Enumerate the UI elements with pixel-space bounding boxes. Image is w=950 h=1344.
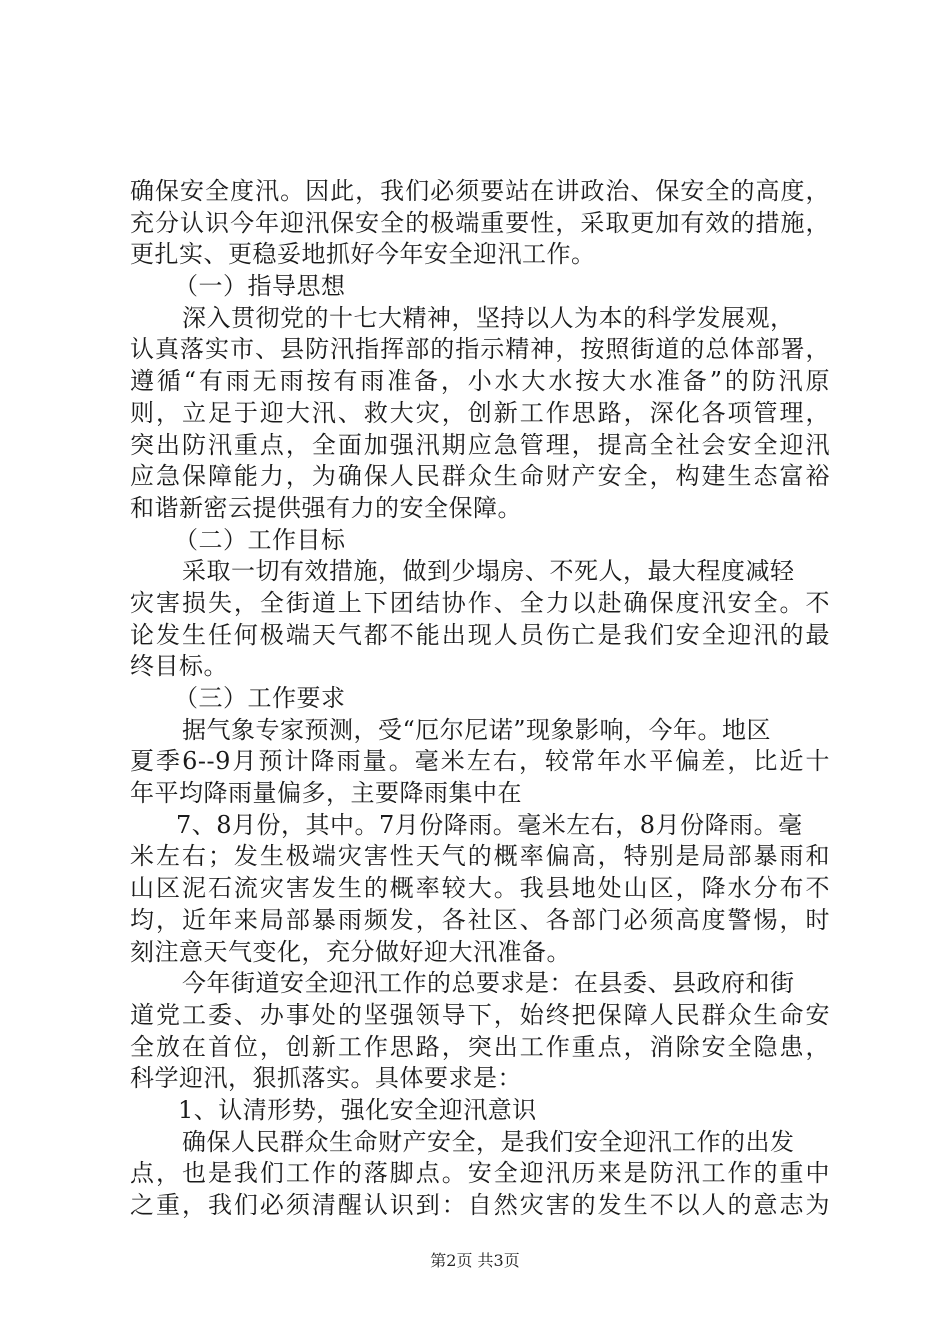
item-heading: 1、认清形势，强化安全迎汛意识 — [178, 1095, 537, 1124]
section-heading: （三）工作要求 — [174, 684, 346, 712]
text-line: 终目标。 — [130, 652, 228, 681]
text-line: 年平均降雨量偏多，主要降雨集中在 — [130, 779, 522, 808]
text-line: 据气象专家预测，受“厄尔尼诺”现象影响，今年。地区 — [182, 715, 772, 744]
text-line: 和谐新密云提供强有力的安全保障。 — [130, 493, 522, 522]
text-line: 全放在首位，创新工作思路，突出工作重点，消除安全隐患， — [130, 1032, 830, 1061]
page-footer: 第2页 共3页 — [430, 1251, 520, 1270]
text-line: 充分认识今年迎汛保安全的极端重要性，采取更加有效的措施， — [130, 208, 830, 237]
text-line: 突出防汛重点，全面加强汛期应急管理，提高全社会安全迎汛 — [130, 430, 830, 459]
text-line: 更扎实、更稳妥地抓好今年安全迎汛工作。 — [130, 240, 596, 269]
text-line: 之重，我们必须清醒认识到：自然灾害的发生不以人的意志为 — [130, 1191, 830, 1219]
text-line: 7、8月份，其中。7月份降雨。毫米左右，8月份降雨。毫 — [176, 810, 803, 839]
text-line: 米左右；发生极端灾害性天气的概率偏高，特别是局部暴雨和 — [130, 842, 830, 871]
text-line: 灾害损失，全街道上下团结协作、全力以赴确保度汛安全。不 — [130, 588, 830, 617]
document-body — [130, 176, 830, 1222]
text-line: 采取一切有效措施，做到少塌房、不死人，最大程度减轻 — [182, 557, 795, 586]
text-line: 夏季6--9月预计降雨量。毫米左右，较常年水平偏差，比近十 — [130, 747, 830, 776]
text-line: 刻注意天气变化，充分做好迎大汛准备。 — [130, 937, 571, 966]
text-line: 科学迎汛，狠抓落实。具体要求是： — [130, 1064, 522, 1093]
text-line: 确保安全度汛。因此，我们必须要站在讲政治、保安全的高度， — [130, 177, 830, 205]
text-line: 均，近年来局部暴雨频发，各社区、各部门必须高度警惕，时 — [130, 905, 830, 934]
text-line: 山区泥石流灾害发生的概率较大。我县地处山区，降水分布不 — [130, 874, 830, 903]
section-heading: （一）指导思想 — [174, 272, 346, 301]
text-line: 论发生任何极端天气都不能出现人员伤亡是我们安全迎汛的最 — [130, 620, 830, 649]
text-line: 遵循“有雨无雨按有雨准备，小水大水按大水准备”的防汛原 — [130, 367, 830, 396]
text-line: 认真落实市、县防汛指挥部的指示精神，按照街道的总体部署， — [130, 335, 830, 364]
section-heading: （二）工作目标 — [174, 525, 346, 554]
text-line: 深入贯彻党的十七大精神，坚持以人为本的科学发展观， — [182, 303, 795, 332]
text-line: 今年街道安全迎汛工作的总要求是：在县委、县政府和街 — [182, 969, 795, 998]
text-line: 则，立足于迎大汛、救大灾，创新工作思路，深化各项管理， — [130, 398, 830, 427]
text-line: 道党工委、办事处的坚强领导下，始终把保障人民群众生命安 — [130, 1000, 830, 1029]
text-line: 点，也是我们工作的落脚点。安全迎汛历来是防汛工作的重中 — [130, 1159, 830, 1188]
text-line: 应急保障能力，为确保人民群众生命财产安全，构建生态富裕 — [130, 462, 830, 491]
text-line: 确保人民群众生命财产安全，是我们安全迎汛工作的出发 — [182, 1127, 795, 1156]
